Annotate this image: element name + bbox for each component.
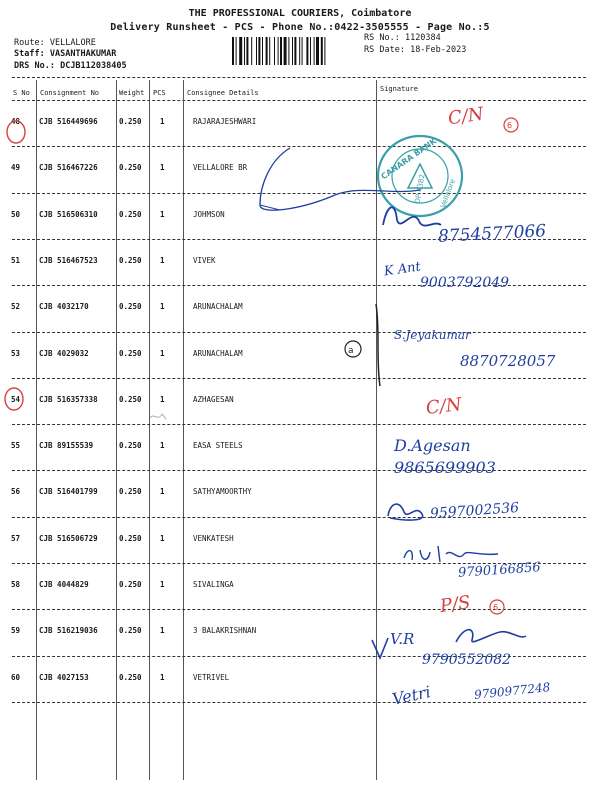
header-bottom-rule xyxy=(12,100,586,101)
col-header-consignee: Consignee Details xyxy=(187,89,259,97)
row-sno: 58 xyxy=(11,580,21,589)
row-divider xyxy=(12,285,586,286)
row-consignee: VETRIVEL xyxy=(193,672,230,682)
barcode-bar xyxy=(232,37,234,65)
row-divider xyxy=(12,193,586,194)
row-divider xyxy=(12,239,586,240)
row-sno: 56 xyxy=(11,487,21,497)
row-consignment-no: CJB 4032170 xyxy=(39,302,89,312)
row-weight: 0.250 xyxy=(119,394,142,404)
handwritten-phone-57: 9790166856 xyxy=(457,560,542,581)
row-divider xyxy=(12,424,586,425)
row-consignment-no: CJB 516449696 xyxy=(39,117,98,126)
row-consignee: RAJARAJESHWARI xyxy=(193,117,257,126)
barcode-bar xyxy=(288,37,289,65)
row-consignee: VENKATESH xyxy=(193,533,234,543)
row-sno: 60 xyxy=(11,672,21,682)
row-sno: 50 xyxy=(11,209,21,219)
row-sno: 51 xyxy=(11,255,21,265)
rs-date-value: 18-Feb-2023 xyxy=(410,45,467,55)
row-weight: 0.250 xyxy=(119,209,142,219)
row-consignee: VIVEK xyxy=(193,255,216,265)
rs-no-label: RS No.: xyxy=(364,33,400,43)
row-sno: 55 xyxy=(11,441,21,451)
row-weight: 0.250 xyxy=(119,533,142,543)
row-weight: 0.250 xyxy=(119,626,142,636)
row-weight: 0.250 xyxy=(119,487,142,497)
row-consignee: VELLALORE BR xyxy=(193,163,248,173)
row-sno: 49 xyxy=(11,163,21,173)
rs-date-line xyxy=(364,45,466,55)
barcode-bar xyxy=(258,37,260,65)
row-consignment-no: CJB 516357338 xyxy=(39,394,98,404)
row-divider xyxy=(12,656,586,657)
circle-mark-58 xyxy=(488,598,506,616)
handwritten-cn-48: C/N xyxy=(446,103,485,130)
col-divider xyxy=(116,80,117,780)
route-label: Route: xyxy=(14,38,45,48)
barcode-bar xyxy=(321,37,323,65)
row-consignee: ARUNACHALAM xyxy=(193,348,243,358)
row-weight: 0.250 xyxy=(119,348,142,358)
barcode-bar xyxy=(274,37,275,65)
handwritten-phone-60: 9790977248 xyxy=(473,680,551,702)
barcode-bar xyxy=(266,37,268,65)
row-pcs: 1 xyxy=(160,487,165,497)
row-divider xyxy=(12,378,586,379)
handwritten-name-55: D.Agesan xyxy=(394,436,471,455)
barcode-bar xyxy=(236,37,237,65)
row-divider xyxy=(12,146,586,147)
smudge-mark xyxy=(148,410,168,424)
handwritten-phone-53: 8870728057 xyxy=(460,352,556,370)
col-header-pcs: PCS xyxy=(153,89,166,97)
barcode-bar xyxy=(244,37,245,65)
barcode-bar xyxy=(306,37,308,65)
handwritten-cn-54: C/N xyxy=(424,394,463,419)
barcode-bar xyxy=(316,37,319,65)
runsheet-title: Delivery Runsheet - PCS - Phone No.:0422-3505555 - Page No.:5 xyxy=(110,22,490,33)
circle-mark-53 xyxy=(342,338,364,360)
handwritten-name-60: Vetri xyxy=(390,682,433,709)
col-header-weight: Weight xyxy=(119,89,145,97)
signature-56 xyxy=(382,496,432,526)
staff-line xyxy=(14,49,116,59)
row-consignment-no: CJB 516219036 xyxy=(39,626,98,636)
row-sno: 48 xyxy=(11,117,21,126)
row-divider xyxy=(12,470,586,471)
row-weight: 0.250 xyxy=(119,255,142,265)
row-sno: 52 xyxy=(11,302,21,312)
row-pcs: 1 xyxy=(160,163,165,173)
drs-line xyxy=(14,61,127,71)
row-consignee: SATHYAMOORTHY xyxy=(193,487,252,497)
row-consignment-no: CJB 516467523 xyxy=(39,255,98,265)
barcode-bar xyxy=(269,37,270,65)
row-weight: 0.250 xyxy=(119,302,142,312)
row-pcs: 1 xyxy=(160,441,165,451)
barcode-bar xyxy=(299,37,300,65)
svg-text:6: 6 xyxy=(493,603,499,612)
drs-value: DCJB112038405 xyxy=(60,61,127,71)
handwritten-name-53: S.Jeyakumar xyxy=(394,328,471,342)
barcode-bar xyxy=(302,37,303,65)
staff-label: Staff: xyxy=(14,49,45,59)
row-consignment-no: CJB 516467226 xyxy=(39,163,98,173)
row-consignment-no: CJB 4027153 xyxy=(39,672,89,682)
bank-stamp xyxy=(370,128,470,224)
row-pcs: 1 xyxy=(160,209,165,219)
rs-date-label: RS Date: xyxy=(364,45,405,55)
row-pcs: 1 xyxy=(160,533,165,543)
signature-50 xyxy=(375,195,445,240)
stamp-line2: Vellalore xyxy=(439,178,457,209)
row-consignment-no: CJB 89155539 xyxy=(39,441,94,451)
staff-value: VASANTHAKUMAR xyxy=(49,49,117,59)
svg-text:a: a xyxy=(348,346,354,356)
row-pcs: 1 xyxy=(160,672,165,682)
handwritten-phone-51: 9003792049 xyxy=(420,275,510,291)
stamp-line3: DP 4382 xyxy=(413,173,427,205)
handwritten-name-51: K Ant xyxy=(383,259,422,280)
row-divider xyxy=(12,332,586,333)
row-consignment-no: CJB 4044829 xyxy=(39,580,89,589)
row-consignee: AZHAGESAN xyxy=(193,394,234,404)
col-divider xyxy=(376,80,377,780)
route-line xyxy=(14,38,96,48)
row-sno: 57 xyxy=(11,533,21,543)
row-pcs: 1 xyxy=(160,117,165,126)
col-divider xyxy=(149,80,150,780)
row-pcs: 1 xyxy=(160,580,165,589)
col-divider xyxy=(36,80,37,780)
check-mark-59 xyxy=(370,636,390,662)
row-pcs: 1 xyxy=(160,255,165,265)
row-weight: 0.250 xyxy=(119,163,142,173)
row-consignee: EASA STEELS xyxy=(193,441,243,451)
company-title: THE PROFESSIONAL COURIERS, Coimbatore xyxy=(188,8,412,19)
handwritten-phone-56: 9597002536 xyxy=(429,499,520,523)
barcode-bar xyxy=(324,37,325,65)
row-pcs: 1 xyxy=(160,626,165,636)
circle-mark-48 xyxy=(502,116,520,134)
row-sno: 53 xyxy=(11,348,21,358)
row-weight: 0.250 xyxy=(119,672,142,682)
handwritten-phone-55: 9865699903 xyxy=(394,458,496,477)
row-consignee: ARUNACHALAM xyxy=(193,302,243,312)
row-divider xyxy=(12,609,586,610)
col-header-sno: S No xyxy=(13,89,30,97)
row-consignment-no: CJB 516506729 xyxy=(39,533,98,543)
barcode-bar xyxy=(256,37,257,65)
row-consignee: 3 BALAKRISHNAN xyxy=(193,626,257,636)
barcode-bar xyxy=(251,37,252,65)
row-divider xyxy=(12,517,586,518)
svg-text:6: 6 xyxy=(507,121,513,130)
drs-label: DRS No.: xyxy=(14,61,55,71)
row-consignee: SIVALINGA xyxy=(193,580,234,589)
handwritten-name-59: V.R xyxy=(390,630,415,648)
route-value: VELLALORE xyxy=(49,38,96,48)
col-divider xyxy=(183,80,184,780)
barcode-bar xyxy=(280,37,282,65)
barcode xyxy=(232,37,360,65)
barcode-bar xyxy=(310,37,311,65)
row-weight: 0.250 xyxy=(119,117,142,126)
barcode-bar xyxy=(294,37,296,65)
signature-59 xyxy=(450,622,530,652)
barcode-bar xyxy=(284,37,287,65)
row-consignment-no: CJB 516401799 xyxy=(39,487,98,497)
bracket-line-52-53 xyxy=(370,300,390,390)
row-pcs: 1 xyxy=(160,348,165,358)
barcode-bar xyxy=(314,37,315,65)
barcode-bar xyxy=(246,37,248,65)
col-header-signature: Signature xyxy=(380,85,418,93)
barcode-bar xyxy=(292,37,293,65)
handwritten-phone-50: 8754577066 xyxy=(437,221,547,247)
stamp-line1: CANARA BANK xyxy=(379,136,439,182)
row-divider xyxy=(12,702,586,703)
handwritten-phone-59: 9790552082 xyxy=(422,652,512,668)
rs-no-line xyxy=(364,33,441,43)
barcode-bar xyxy=(239,37,242,65)
row-pcs: 1 xyxy=(160,394,165,404)
row-divider xyxy=(12,563,586,564)
col-header-consignment: Consignment No xyxy=(40,89,100,97)
rs-no-value: 1120384 xyxy=(404,33,441,43)
signature-scribble-49 xyxy=(240,140,440,230)
row-weight: 0.250 xyxy=(119,580,142,589)
handwritten-ps-58: P/S xyxy=(438,591,472,618)
row-consignee: JOHMSON xyxy=(193,209,225,219)
barcode-bar xyxy=(278,37,279,65)
row-weight: 0.250 xyxy=(119,441,142,451)
row-consignment-no: CJB 4029032 xyxy=(39,348,89,358)
row-pcs: 1 xyxy=(160,302,165,312)
row-consignment-no: CJB 516506310 xyxy=(39,209,98,219)
row-sno: 59 xyxy=(11,626,21,636)
row-sno: 54 xyxy=(11,394,21,404)
table-top-rule xyxy=(12,77,586,78)
barcode-bar xyxy=(262,37,263,65)
